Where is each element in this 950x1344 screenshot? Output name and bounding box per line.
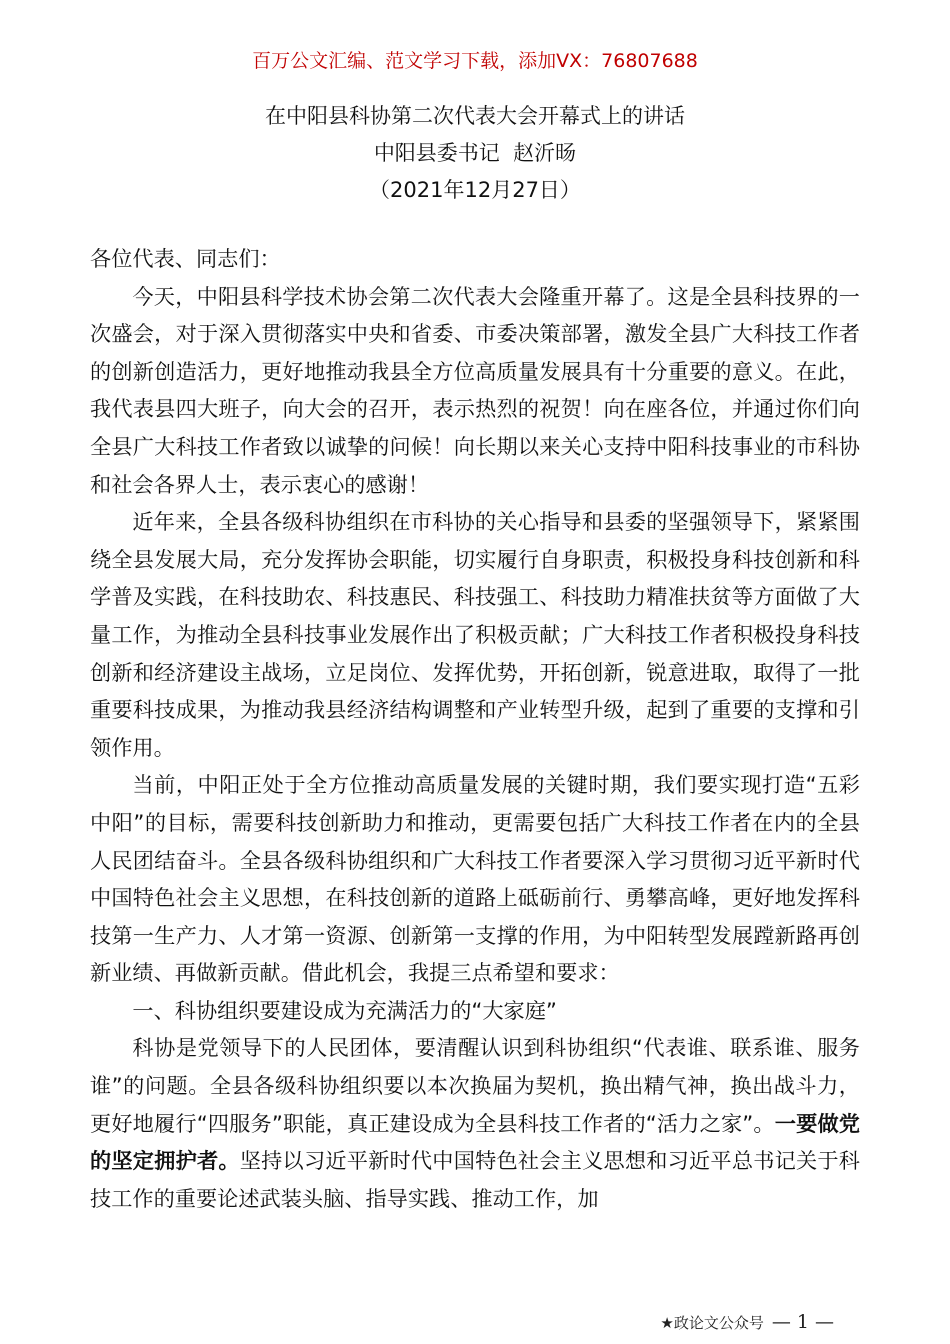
paragraph-achievements: 近年来，全县各级科协组织在市科协的关心指导和县委的坚强领导下，紧紧围绕全县发展大局，充分发挥协会职能，切实履行自身职责，积极投身科技创新和科学普及实践，在科技助农、科技惠民、科技强工、科技助力精准扶贫等方面做了大量工作，为推动全县科技事业发展作出了积极贡献；广大科技工作者积极投身科技创新和经济建设主战场，立足岗位、发挥优势，开拓创新，锐意进取，取得了一批重要科技成果，为推动我县经济结构调整和产业转型升级，起到了重要的支撑和引领作用。 <box>90 509 860 760</box>
emphasis-text: 一要做党的坚定拥护者。 <box>90 1110 860 1174</box>
paragraph-text-continued: 坚持以习近平新时代中国特色社会主义思想和习近平总书记关于科技工作的重要论述武装头脑、指导实践、推动工作，加 <box>90 1148 860 1211</box>
section-heading-1: 一、科协组织要建设成为充满活力的“大家庭” <box>132 997 557 1023</box>
paragraph-requirements: 当前，中阳正处于全方位推动高质量发展的关键时期，我们要实现打造“五彩中阳”的目标，需要科技创新助力和推动，更需要包括广大科技工作者在内的全县人民团结奋斗。全县各级科协组织和广大科技工作者要深入学习贯彻习近平新时代中国特色社会主义思想，在科技创新的道路上砥砺前行、勇攀高峰，更好地发挥科技第一生产力、人才第一资源、创新第一支撑的作用，为中阳转型发展蹚新路再创新业绩、再做新贡献。借此机会，我提三点希望和要求： <box>90 772 860 986</box>
page-footer <box>660 1311 834 1333</box>
salutation: 各位代表、同志们： <box>90 246 281 271</box>
paragraph-text: 科协是党领导下的人民团体，要清醒认识到科协组织“代表谁、联系谁、服务谁”的问题。全县各级科协组织要以本次换届为契机，换出精气神，换出战斗力，更好地履行“四服务”职能，真正建设成为全县科技工作者的“活力之家”。 <box>90 1035 860 1136</box>
title-block <box>0 98 950 209</box>
speech-body <box>90 240 860 1217</box>
speaker-line: 中阳县委书记 赵沂旸 <box>373 141 577 165</box>
speech-date: （2021年12月27日） <box>369 178 581 202</box>
footer-source: ★政论文公众号 <box>660 1314 764 1332</box>
speech-title: 在中阳县科协第二次代表大会开幕式上的讲话 <box>265 104 685 128</box>
paragraph-section-1 <box>90 1029 860 1217</box>
page-number: — 1 — <box>771 1311 834 1333</box>
paragraph-opening: 今天，中阳县科学技术协会第二次代表大会隆重开幕了。这是全县科技界的一次盛会，对于深入贯彻落实中央和省委、市委决策部署，激发全县广大科技工作者的创新创造活力，更好地推动我县全方位高质量发展具有十分重要的意义。在此，我代表县四大班子，向大会的召开，表示热烈的祝贺！向在座各位，并通过你们向全县广大科技工作者致以诚挚的问候！向长期以来关心支持中阳科技事业的市科协和社会各界人士，表示衷心的感谢！ <box>90 283 860 497</box>
download-banner: 百万公文汇编、范文学习下载，添加VX：76807688 <box>252 50 698 72</box>
